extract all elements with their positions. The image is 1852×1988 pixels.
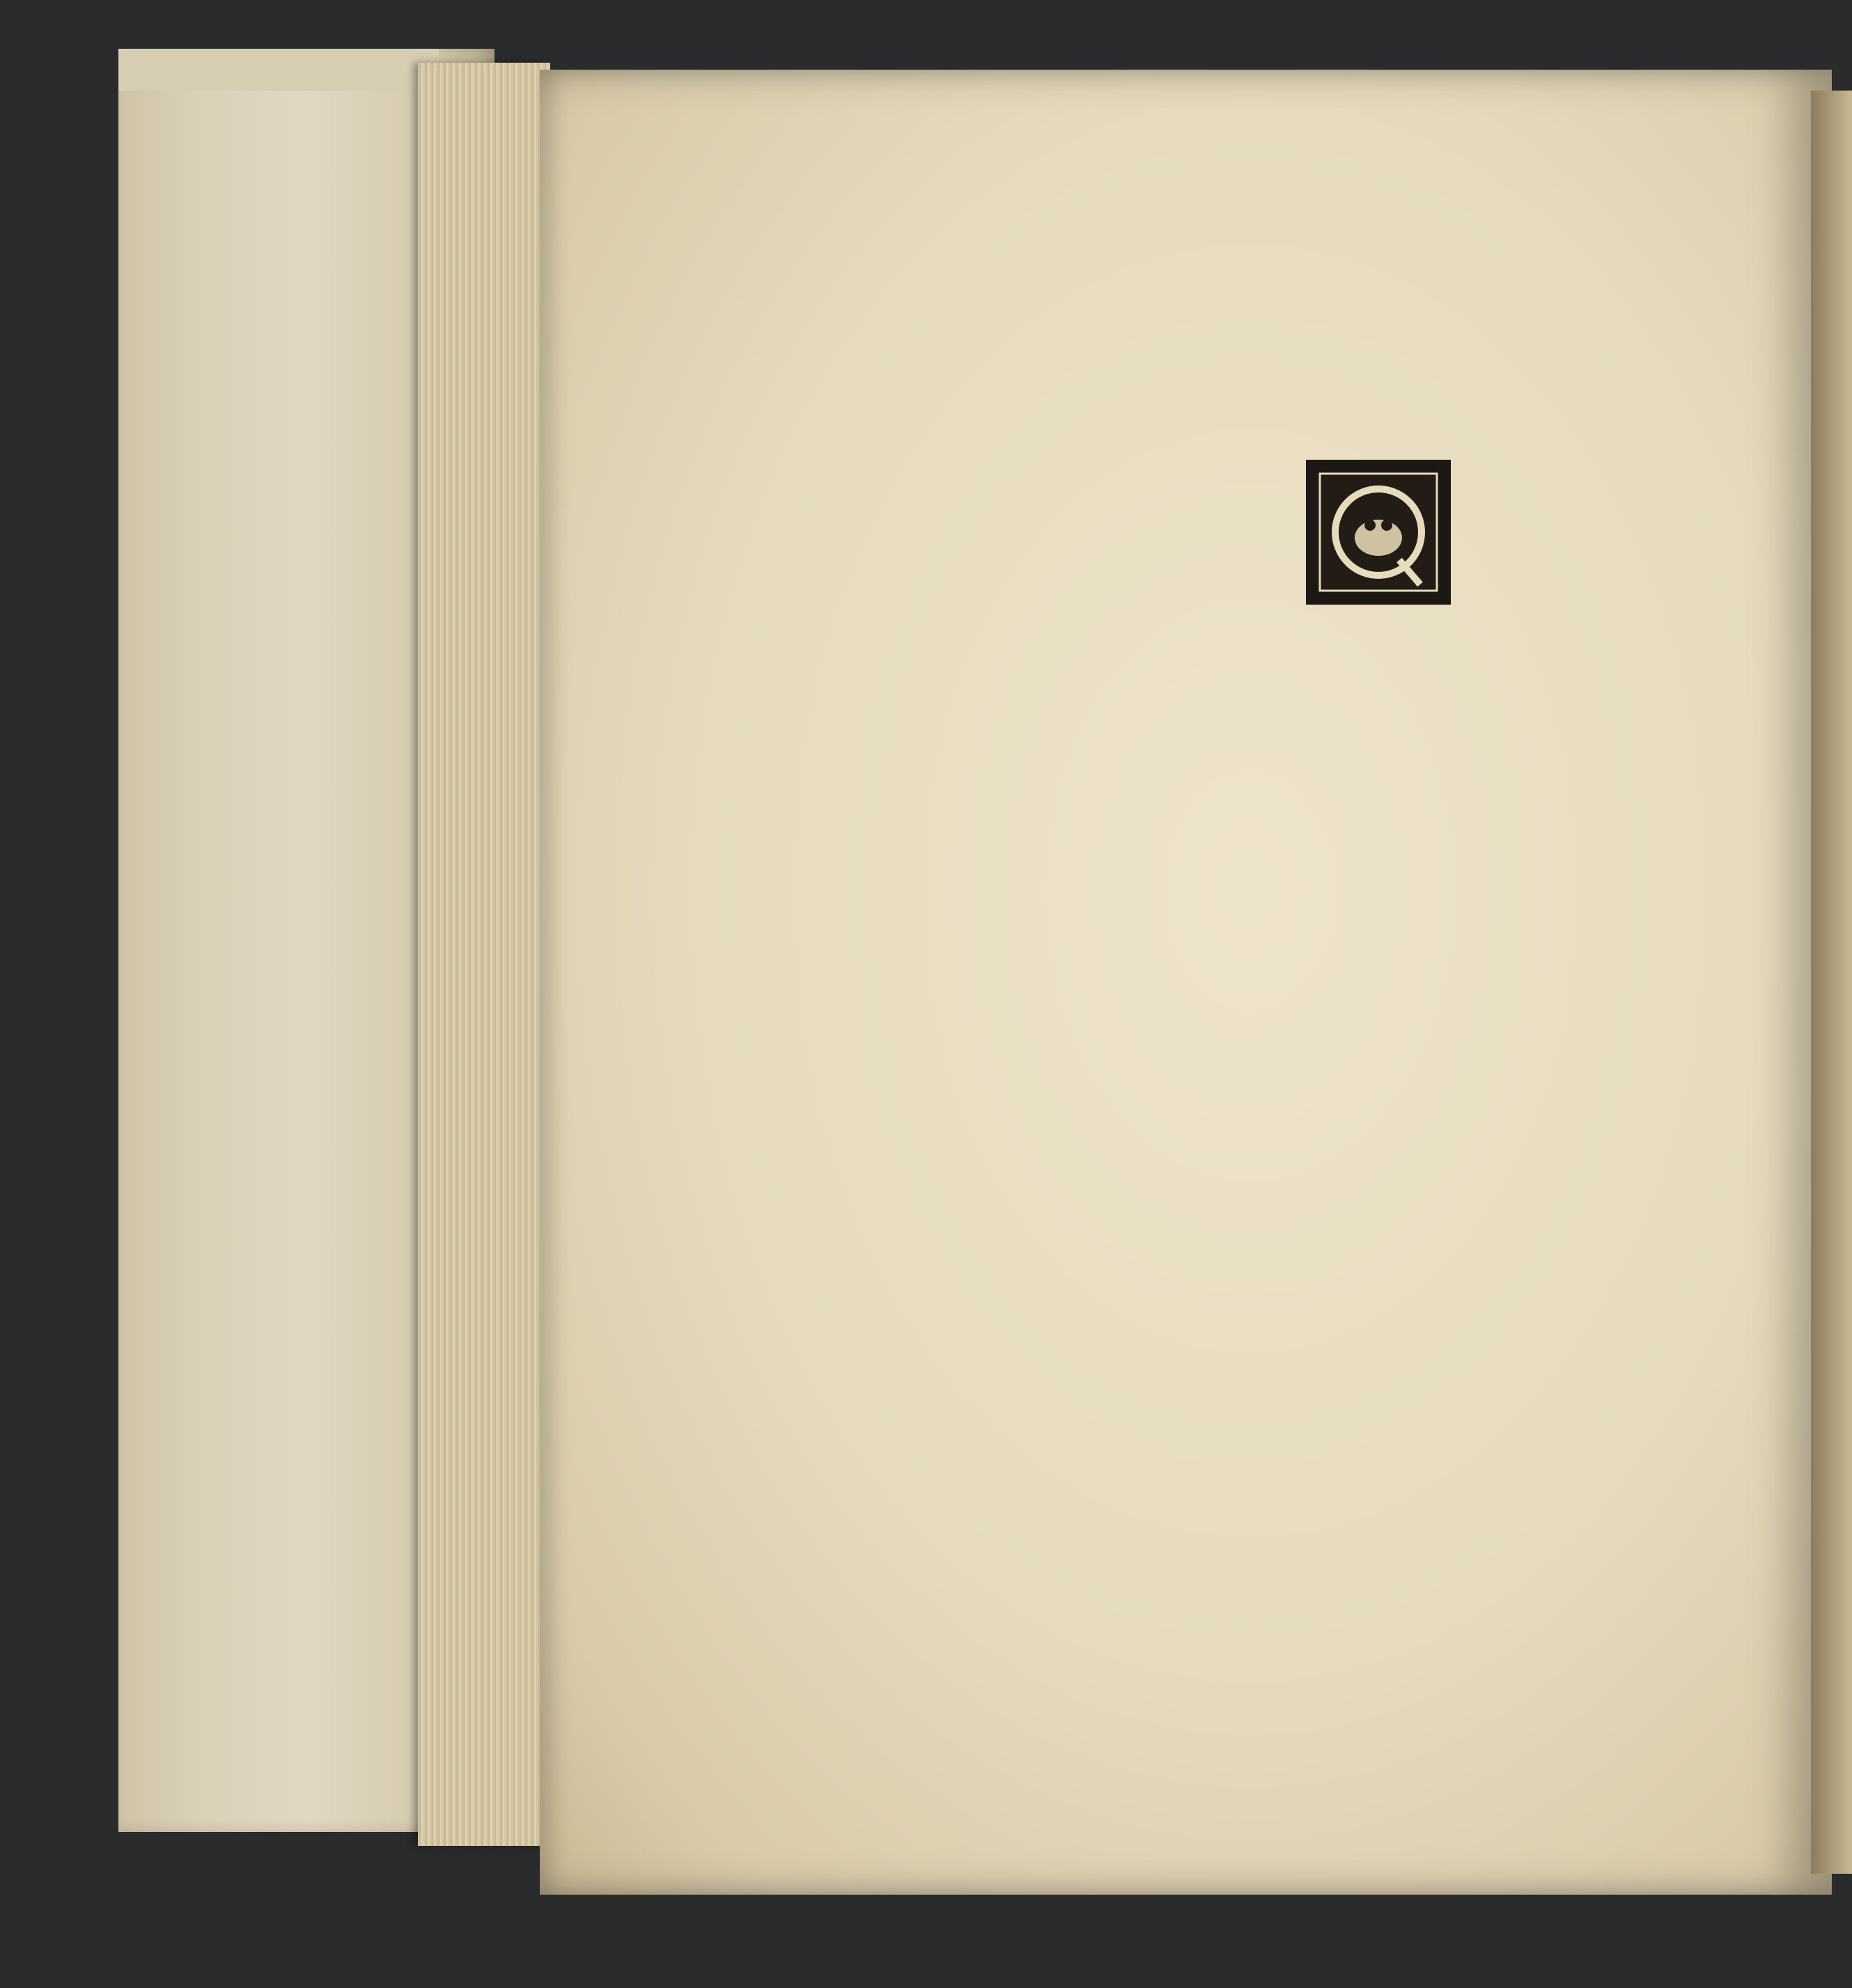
facing-page-edge (1811, 91, 1852, 1874)
decorated-initial (1306, 460, 1451, 605)
cover-flap (118, 49, 439, 91)
page-edges (418, 63, 550, 1846)
initial-letter-graphic (1316, 469, 1441, 595)
book-page (540, 70, 1832, 1895)
